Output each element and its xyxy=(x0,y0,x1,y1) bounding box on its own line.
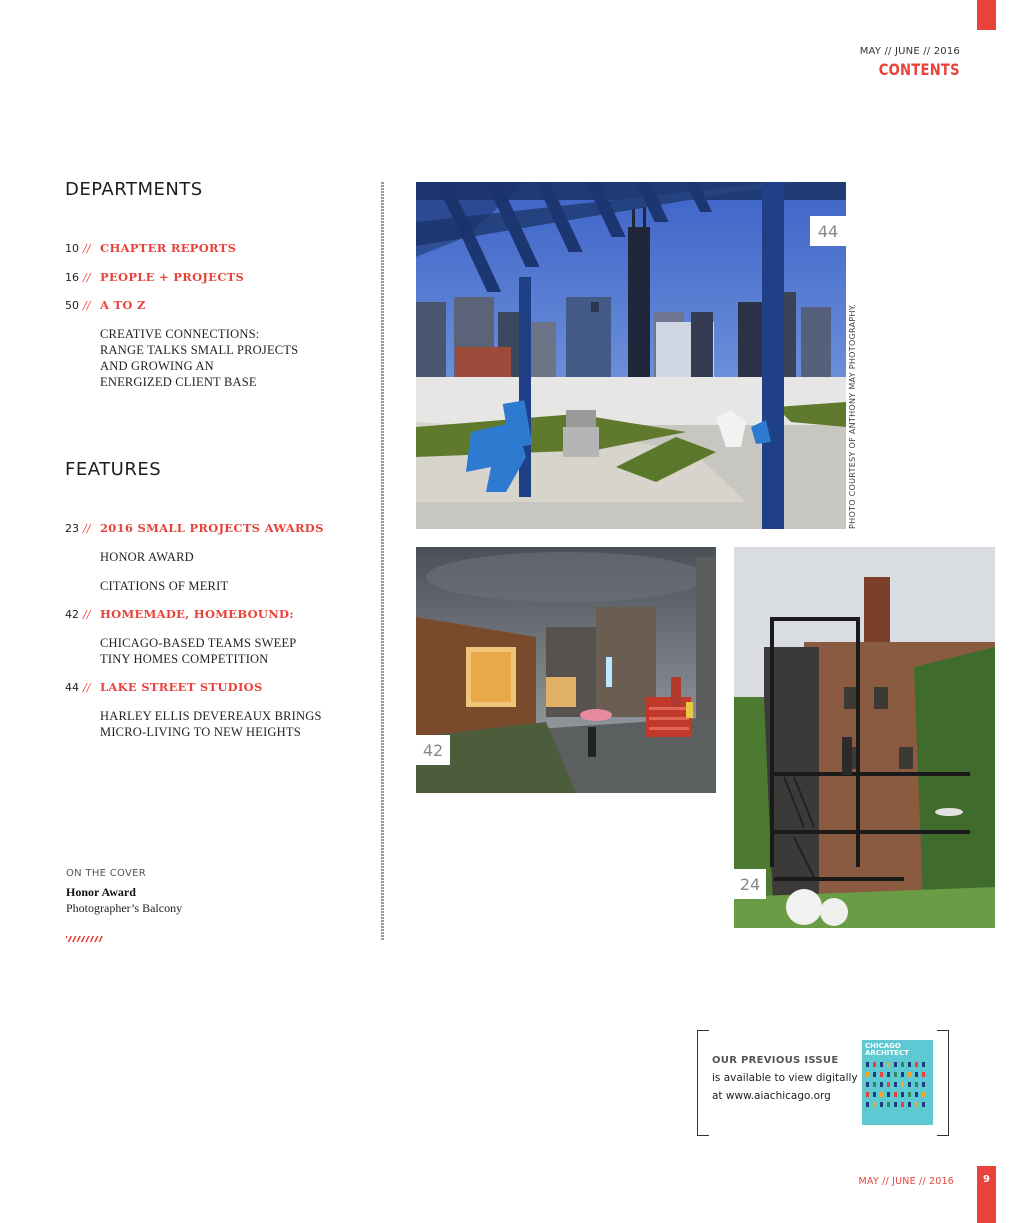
toc-subtitle-line: CHICAGO-BASED TEAMS SWEEP xyxy=(100,636,297,650)
cover-title: Honor Award xyxy=(66,885,136,899)
toc-separator: // xyxy=(83,299,91,312)
departments-heading: DEPARTMENTS xyxy=(65,179,203,200)
toc-entry-small-projects-awards[interactable] xyxy=(65,521,324,535)
toc-entry-chapter-reports[interactable] xyxy=(65,241,236,255)
toc-title: A TO Z xyxy=(100,298,146,312)
toc-subtitle-line: AND GROWING AN xyxy=(100,359,214,373)
toc-subtitle-line: RANGE TALKS SMALL PROJECTS xyxy=(100,343,299,357)
toc-subtitle-line: TINY HOMES COMPETITION xyxy=(100,652,269,666)
cover-subtitle: Photographer’s Balcony xyxy=(66,901,183,915)
thumbnail-title-line: ARCHITECT xyxy=(865,1049,909,1057)
toc-entry-homemade-homebound[interactable] xyxy=(65,607,294,621)
toc-title: HOMEMADE, HOMEBOUND: xyxy=(100,607,294,621)
toc-title: CHAPTER REPORTS xyxy=(100,241,237,255)
toc-page-number: 50 xyxy=(65,299,79,312)
toc-separator: // xyxy=(83,522,91,535)
tiny-home-photo[interactable] xyxy=(416,547,716,793)
footer-date: MAY // JUNE // 2016 xyxy=(858,1176,954,1187)
toc-subtitle-homemade xyxy=(100,635,296,667)
thumbnail-pattern xyxy=(862,1040,933,1125)
page-tag-44: 44 xyxy=(810,216,846,246)
toc-page-number: 23 xyxy=(65,522,79,535)
toc-subtitle-honor-award: HONOR AWARD xyxy=(100,550,194,564)
toc-entry-people-projects[interactable] xyxy=(65,270,244,284)
hatch-ornament xyxy=(66,936,103,942)
toc-subtitle-line: ENERGIZED CLIENT BASE xyxy=(100,375,257,389)
toc-separator: // xyxy=(83,608,91,621)
toc-subtitle-line: HARLEY ELLIS DEVEREAUX BRINGS xyxy=(100,709,322,723)
page-tag-24: 24 xyxy=(734,869,766,899)
toc-separator: // xyxy=(83,681,91,694)
rooftop-illustration xyxy=(416,182,846,529)
corner-tab xyxy=(977,0,996,30)
toc-separator: // xyxy=(83,242,91,255)
cover-label: ON THE COVER xyxy=(66,868,147,879)
previous-issue-thumbnail[interactable] xyxy=(862,1040,933,1125)
toc-page-number: 44 xyxy=(65,681,79,694)
previous-issue-label: OUR PREVIOUS ISSUE xyxy=(712,1055,839,1066)
balcony-photo[interactable] xyxy=(734,547,995,928)
toc-page-number: 16 xyxy=(65,271,79,284)
toc-subtitle-citations: CITATIONS OF MERIT xyxy=(100,579,229,593)
page-title: CONTENTS xyxy=(878,60,960,79)
toc-entry-lake-street-studios[interactable] xyxy=(65,680,263,694)
toc-page-number: 10 xyxy=(65,242,79,255)
page-number: 9 xyxy=(977,1166,996,1223)
toc-title: LAKE STREET STUDIOS xyxy=(100,680,263,694)
right-bracket xyxy=(937,1030,949,1136)
previous-issue-url[interactable]: at www.aiachicago.org xyxy=(712,1090,831,1102)
balcony-illustration xyxy=(734,547,995,928)
toc-subtitle-lake-street xyxy=(100,708,322,740)
features-heading: FEATURES xyxy=(65,459,162,480)
toc-page-number: 42 xyxy=(65,608,79,621)
column-divider xyxy=(381,182,384,941)
toc-subtitle-a-to-z xyxy=(100,326,298,390)
toc-subtitle-line: MICRO-LIVING TO NEW HEIGHTS xyxy=(100,725,301,739)
rooftop-photo[interactable] xyxy=(416,182,846,529)
toc-entry-a-to-z[interactable] xyxy=(65,298,146,312)
photo-credit: PHOTO COURTESY OF ANTHONY MAY PHOTOGRAPHY. xyxy=(848,303,857,529)
toc-separator: // xyxy=(83,271,91,284)
toc-subtitle-line: CREATIVE CONNECTIONS: xyxy=(100,327,260,341)
issue-date: MAY // JUNE // 2016 xyxy=(859,46,960,57)
thumbnail-title-line: CHICAGO xyxy=(865,1042,901,1050)
toc-title: 2016 SMALL PROJECTS AWARDS xyxy=(100,521,324,535)
page-tag-42: 42 xyxy=(416,735,450,765)
tiny-home-illustration xyxy=(416,547,716,793)
toc-title: PEOPLE + PROJECTS xyxy=(100,270,245,284)
previous-issue-line: is available to view digitally xyxy=(712,1072,858,1084)
left-bracket xyxy=(697,1030,709,1136)
